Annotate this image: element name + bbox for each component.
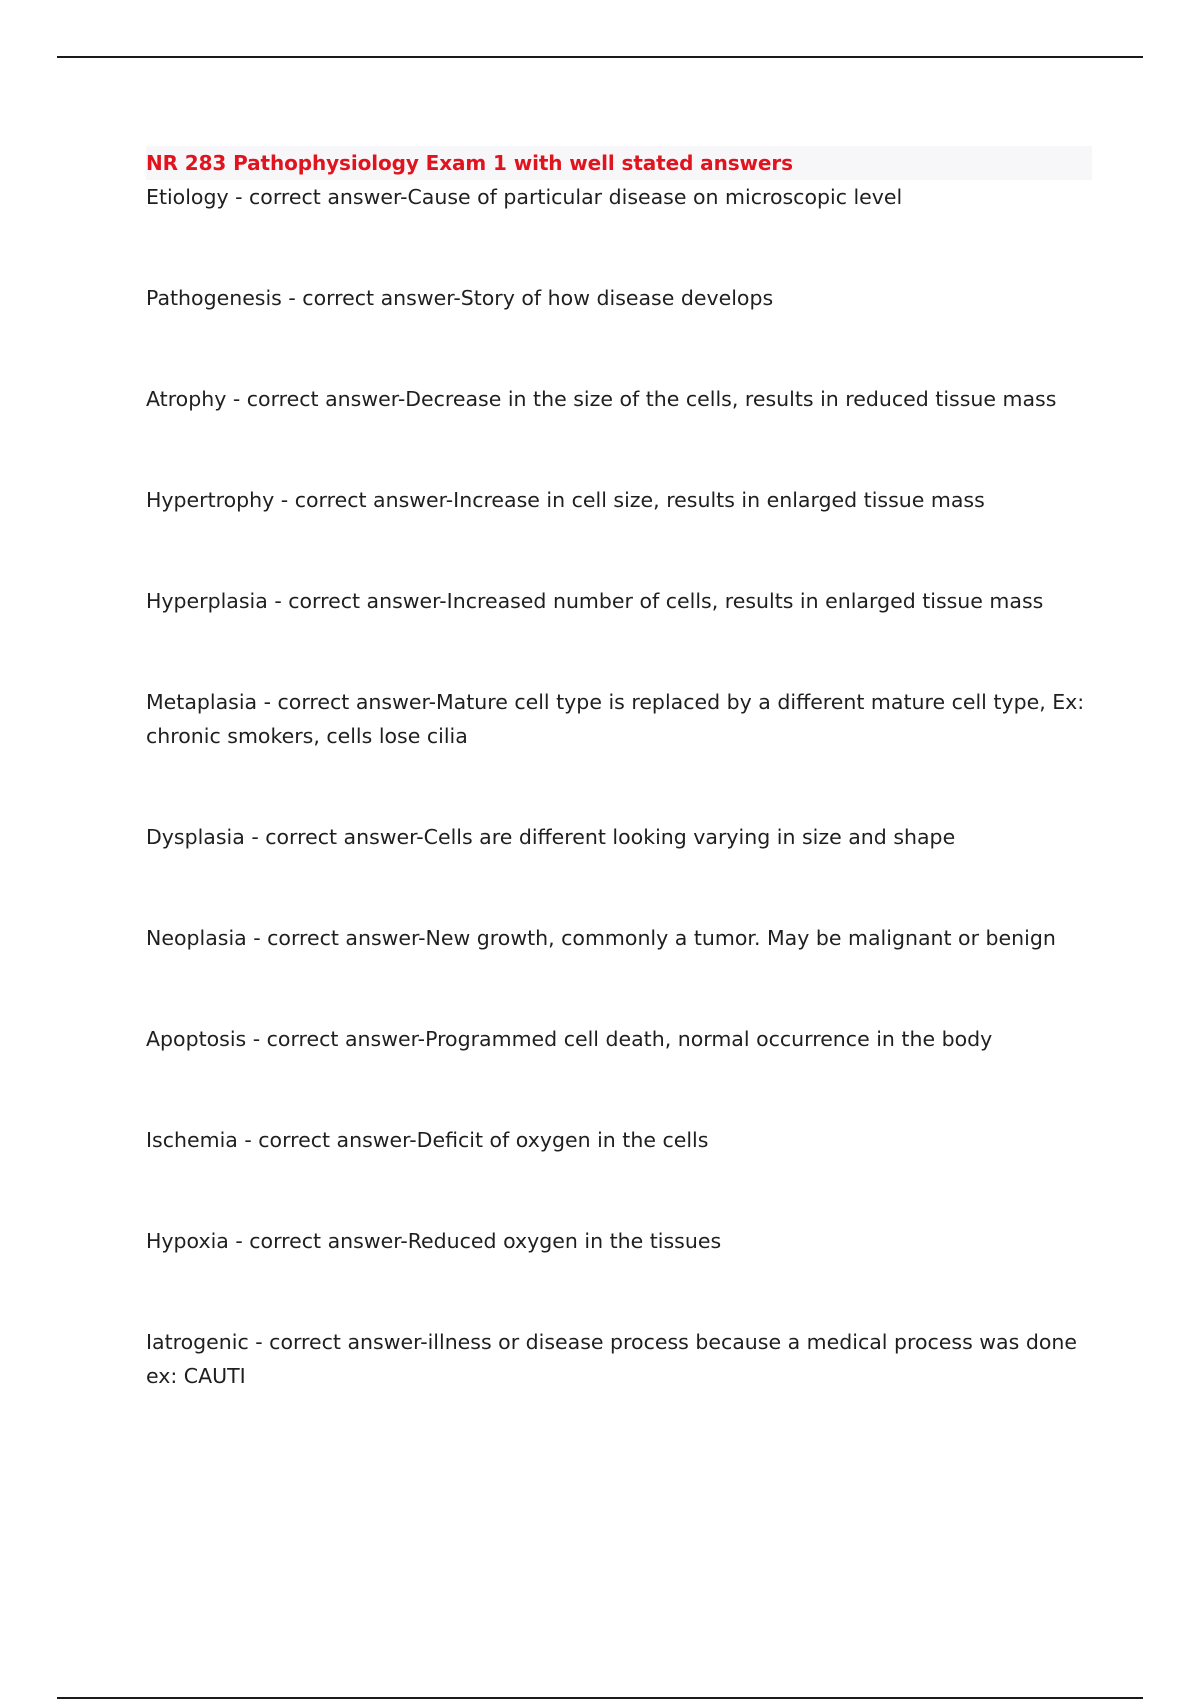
entry-metaplasia: Metaplasia - correct answer-Mature cell type is replaced by a different mature cell type, Ex: chronic smokers, cells lose cilia — [146, 690, 1085, 748]
footer-rule — [57, 1697, 1143, 1699]
title-highlight — [146, 146, 1092, 180]
entry-hypoxia: Hypoxia - correct answer-Reduced oxygen in the tissues — [146, 1229, 722, 1253]
entry-neoplasia: Neoplasia - correct answer-New growth, commonly a tumor. May be malignant or benign — [146, 926, 1056, 950]
entry-dysplasia: Dysplasia - correct answer-Cells are different looking varying in size and shape — [146, 825, 956, 849]
document-body — [146, 146, 1092, 1393]
entry-apoptosis: Apoptosis - correct answer-Programmed cell death, normal occurrence in the body — [146, 1027, 993, 1051]
entry-pathogenesis: Pathogenesis - correct answer-Story of how disease develops — [146, 286, 774, 310]
entry-hyperplasia: Hyperplasia - correct answer-Increased number of cells, results in enlarged tissue mass — [146, 589, 1044, 613]
entry-etiology: Etiology - correct answer-Cause of particular disease on microscopic level — [146, 185, 903, 209]
entry-hypertrophy: Hypertrophy - correct answer-Increase in cell size, results in enlarged tissue mass — [146, 488, 985, 512]
entry-atrophy: Atrophy - correct answer-Decrease in the size of the cells, results in reduced tissue mass — [146, 387, 1057, 411]
document-title: NR 283 Pathophysiology Exam 1 with well stated answers — [146, 151, 793, 175]
entry-ischemia: Ischemia - correct answer-Deficit of oxygen in the cells — [146, 1128, 709, 1152]
header-rule — [57, 56, 1143, 58]
entry-iatrogenic: Iatrogenic - correct answer-illness or disease process because a medical process was done ex: CAUTI — [146, 1330, 1077, 1388]
